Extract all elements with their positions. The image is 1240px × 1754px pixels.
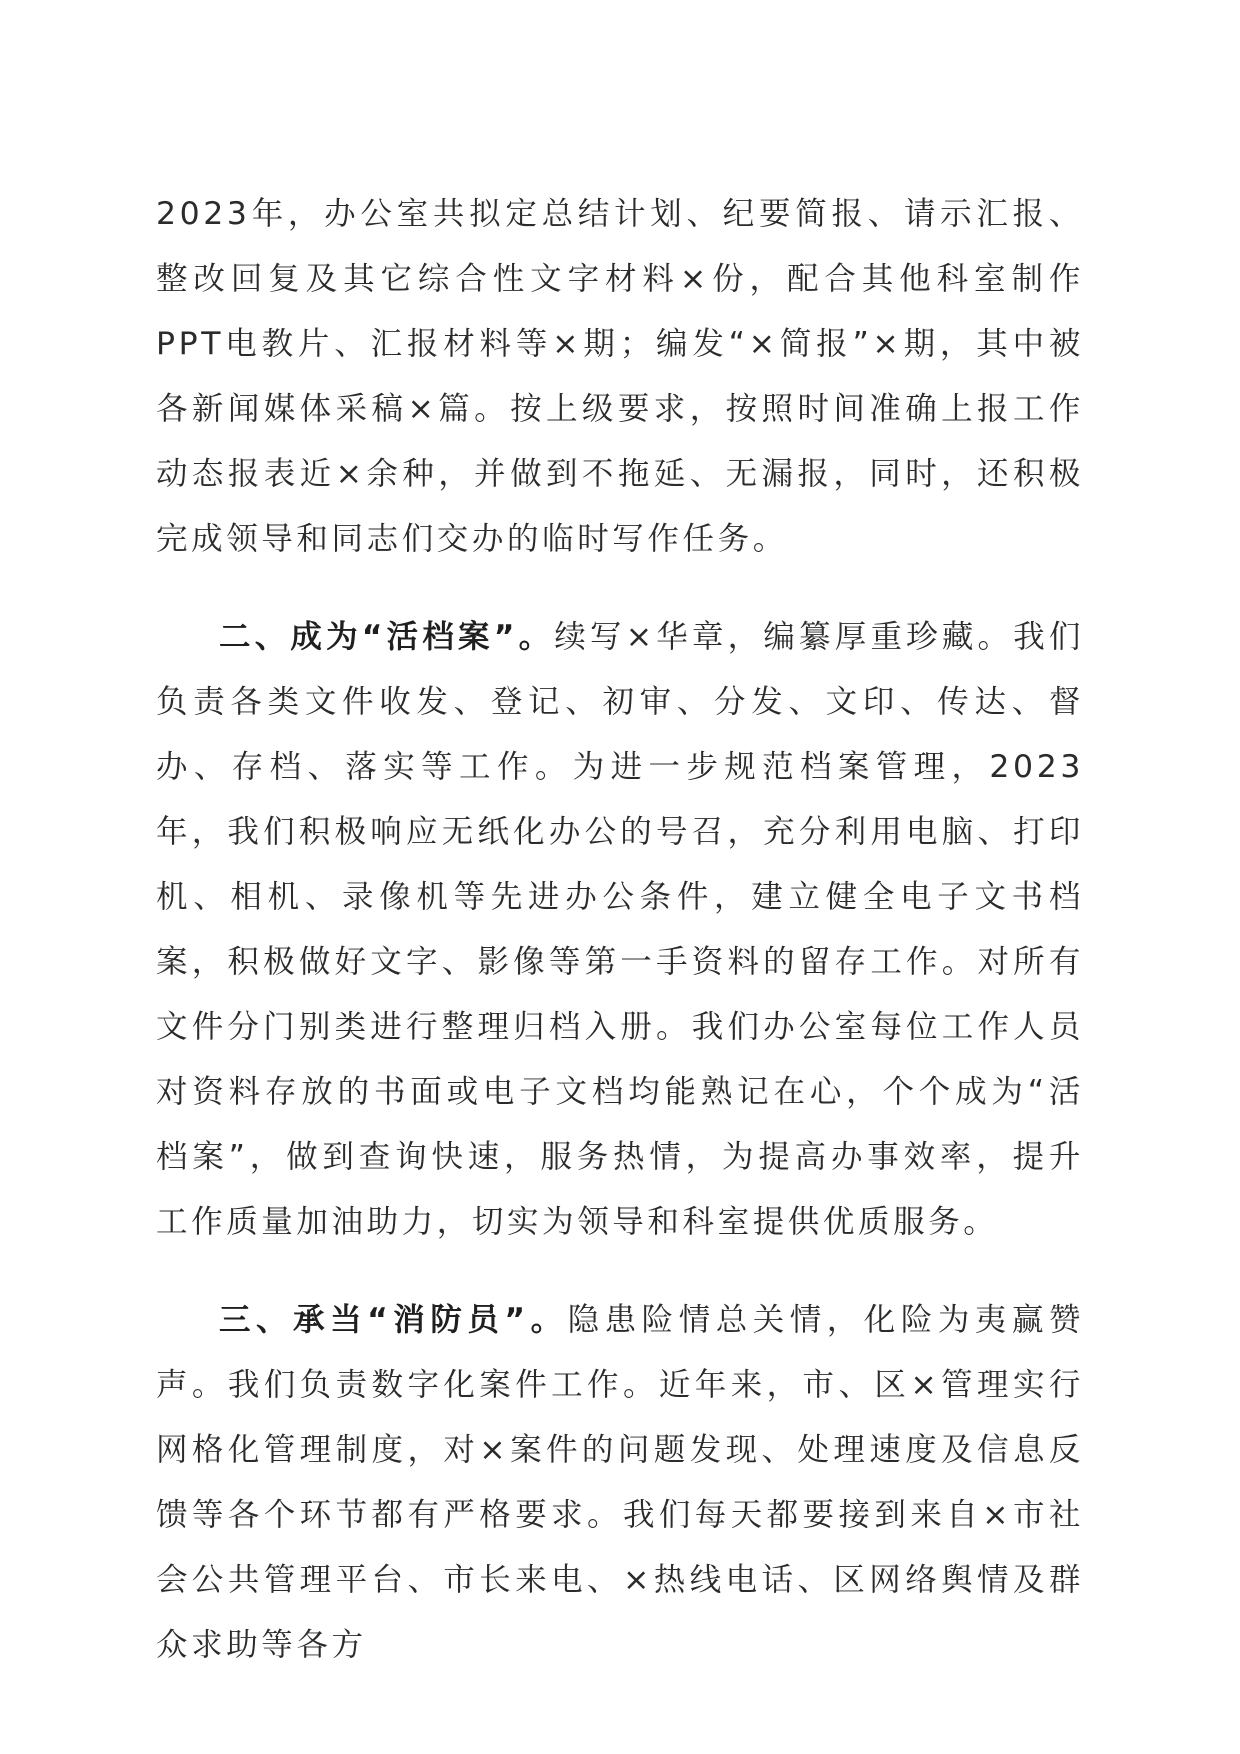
- paragraph-text: 续写×华章，编纂厚重珍藏。我们负责各类文件收发、登记、初审、分发、文印、传达、督办、存档、落实等工作。为进一步规范档案管理，2023年，我们积极响应无纸化办公的号召，充分利用电脑、打印机、相机、录像机等先进办公条件，建立健全电子文书档案，积极做好文字、影像等第一手资料的留存工作。对所有文件分门别类进行整理归档入册。我们办公室每位工作人员对资料存放的书面或电子文档均能熟记在心，个个成为“活档案”，做到查询快速，服务热情，为提高办事效率，提升工作质量加油助力，切实为领导和科室提供优质服务。: [156, 619, 1084, 1240]
- section-heading: 二、成为“活档案”。: [219, 619, 555, 655]
- paragraph-text: 隐患险情总关情，化险为夷赢赞声。我们负责数字化案件工作。近年来，市、区×管理实行网格化管理制度，对×案件的问题发现、处理速度及信息反馈等各个环节都有严格要求。我们每天都要接到来自×市社会公共管理平台、市长来电、×热线电话、区网络舆情及群众求助等各方: [156, 1302, 1085, 1663]
- document-body: [156, 182, 1084, 1711]
- paragraph-text: 2023年，办公室共拟定总结计划、纪要简报、请示汇报、整改回复及其它综合性文字材料×份，配合其他科室制作PPT电教片、汇报材料等×期；编发“×简报”×期，其中被各新闻媒体采稿×篇。按上级要求，按照时间准确上报工作动态报表近×余种，并做到不拖延、无漏报，同时，还积极完成领导和同志们交办的临时写作任务。: [156, 196, 1084, 557]
- paragraph-section-three: [156, 1288, 1084, 1678]
- paragraph-section-two: [156, 605, 1084, 1255]
- paragraph-continuation: [156, 182, 1084, 572]
- section-heading: 三、承当“消防员”。: [219, 1302, 568, 1338]
